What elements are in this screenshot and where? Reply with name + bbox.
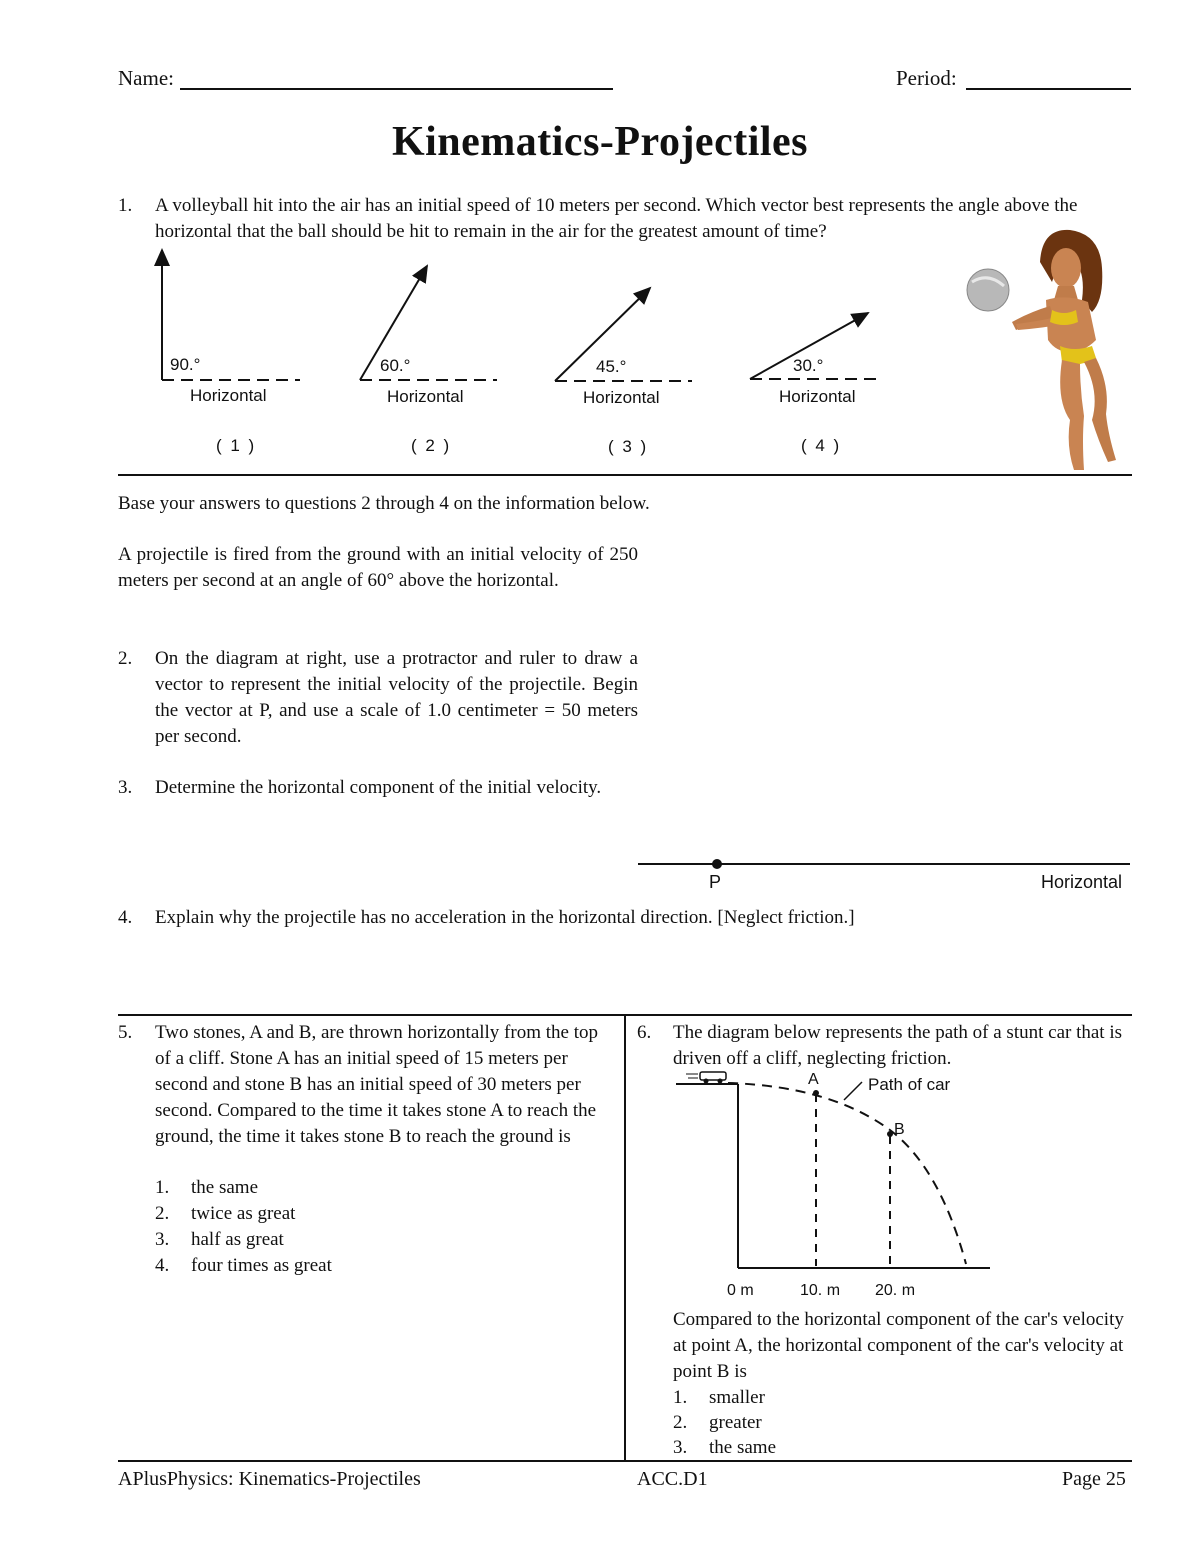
footer-right: Page 25 — [1062, 1468, 1126, 1490]
option-3-label[interactable]: ( 3 ) — [608, 437, 649, 456]
horizontal-label: Horizontal — [1041, 872, 1123, 892]
q4-text: Explain why the projectile has no acceleration in the horizontal direction. [Neglect friction.] — [155, 907, 855, 928]
q4-number: 4. — [118, 907, 133, 928]
option-2-label[interactable]: ( 2 ) — [411, 436, 452, 455]
option-4-angle: 30.° — [793, 356, 824, 375]
option-3-angle: 45.° — [596, 357, 627, 376]
q5-choice-4[interactable] — [155, 1253, 332, 1279]
point-a-label: A — [808, 1071, 819, 1088]
option-2-horizontal: Horizontal — [387, 387, 464, 406]
q1-text: A volleyball hit into the air has an initial speed of 10 meters per second. Which vector best represents the angle above the horizontal that the ball should be hit to remain in the air for the greatest amount of time? — [155, 195, 1078, 242]
q2-number: 2. — [118, 648, 133, 669]
q5-choice-3[interactable] — [155, 1227, 284, 1253]
q3-text: Determine the horizontal component of the initial velocity. — [155, 777, 602, 798]
option-4-horizontal: Horizontal — [779, 387, 856, 406]
q6-choice-1[interactable] — [673, 1385, 765, 1411]
q3-number: 3. — [118, 777, 133, 798]
section-divider — [118, 474, 1132, 476]
choice-number: 3. — [673, 1437, 688, 1458]
tick-20m: 20. m — [875, 1282, 916, 1299]
q5-choice-2[interactable] — [155, 1201, 295, 1227]
choice-number: 3. — [155, 1229, 170, 1250]
choice-text: smaller — [709, 1387, 765, 1408]
q5-text: Two stones, A and B, are thrown horizontally from the top of a cliff. Stone A has an initial speed of 15 meters per second and stone B has an initial speed of 30 meters per second. Compared to the time it takes stone A to reach the ground, the time it takes stone B to reach the ground is — [155, 1022, 598, 1147]
q5-choice-1[interactable] — [155, 1175, 258, 1201]
option-1-horizontal: Horizontal — [190, 386, 267, 405]
option-2-angle: 60.° — [380, 356, 411, 375]
choice-number: 4. — [155, 1255, 170, 1276]
tick-0m: 0 m — [727, 1282, 754, 1299]
bottom-box-bottom-rule — [118, 1460, 1132, 1462]
path-of-car-label: Path of car — [868, 1075, 951, 1094]
option-1-label[interactable]: ( 1 ) — [216, 436, 257, 455]
info-intro: Base your answers to questions 2 through 4 on the information below. — [118, 493, 650, 514]
q1-vector-diagrams — [0, 0, 1200, 480]
stunt-car-diagram — [670, 1068, 1000, 1278]
q6-question: Compared to the horizontal component of the car's velocity at point A, the horizontal component of the car's velocity at point B is — [673, 1309, 1124, 1382]
name-label: Name: — [118, 66, 174, 90]
q6-text: The diagram below represents the path of a stunt car that is driven off a cliff, neglecting friction. — [673, 1022, 1122, 1069]
q1-number: 1. — [118, 195, 133, 216]
q6-choice-3[interactable] — [673, 1435, 776, 1461]
point-b-label: B — [894, 1121, 905, 1138]
info-body: A projectile is fired from the ground with an initial velocity of 250 meters per second at an angle of 60° above the horizontal. — [118, 544, 638, 591]
q5-number: 5. — [118, 1022, 133, 1043]
point-p-label: P — [709, 872, 722, 892]
q6-number: 6. — [637, 1022, 652, 1043]
footer-left: APlusPhysics: Kinematics-Projectiles — [118, 1468, 421, 1490]
q6-choice-2[interactable] — [673, 1410, 762, 1436]
choice-text: four times as great — [191, 1255, 332, 1276]
tick-10m: 10. m — [800, 1282, 841, 1299]
period-label: Period: — [896, 66, 957, 90]
choice-number: 1. — [155, 1177, 170, 1198]
page-title: Kinematics-Projectiles — [391, 119, 809, 165]
q2-text: On the diagram at right, use a protractor and ruler to draw a vector to represent the initial velocity of the projectile. Begin the vector at P, and use a scale of 1.0 centimeter = 50 meters per second. — [155, 648, 638, 747]
choice-number: 2. — [155, 1203, 170, 1224]
choice-number: 1. — [673, 1387, 688, 1408]
option-4-label[interactable]: ( 4 ) — [801, 436, 842, 455]
choice-text: greater — [709, 1412, 762, 1433]
choice-text: twice as great — [191, 1203, 296, 1224]
option-1-angle: 90.° — [170, 355, 201, 374]
car-icon — [686, 1072, 726, 1084]
choice-text: half as great — [191, 1229, 284, 1250]
bottom-box-divider — [624, 1014, 626, 1460]
footer-center: ACC.D1 — [637, 1468, 708, 1490]
choice-number: 2. — [673, 1412, 688, 1433]
choice-text: the same — [709, 1437, 777, 1458]
volleyball-player-illustration — [967, 230, 1116, 470]
option-3-horizontal: Horizontal — [583, 388, 660, 407]
choice-text: the same — [191, 1177, 259, 1198]
